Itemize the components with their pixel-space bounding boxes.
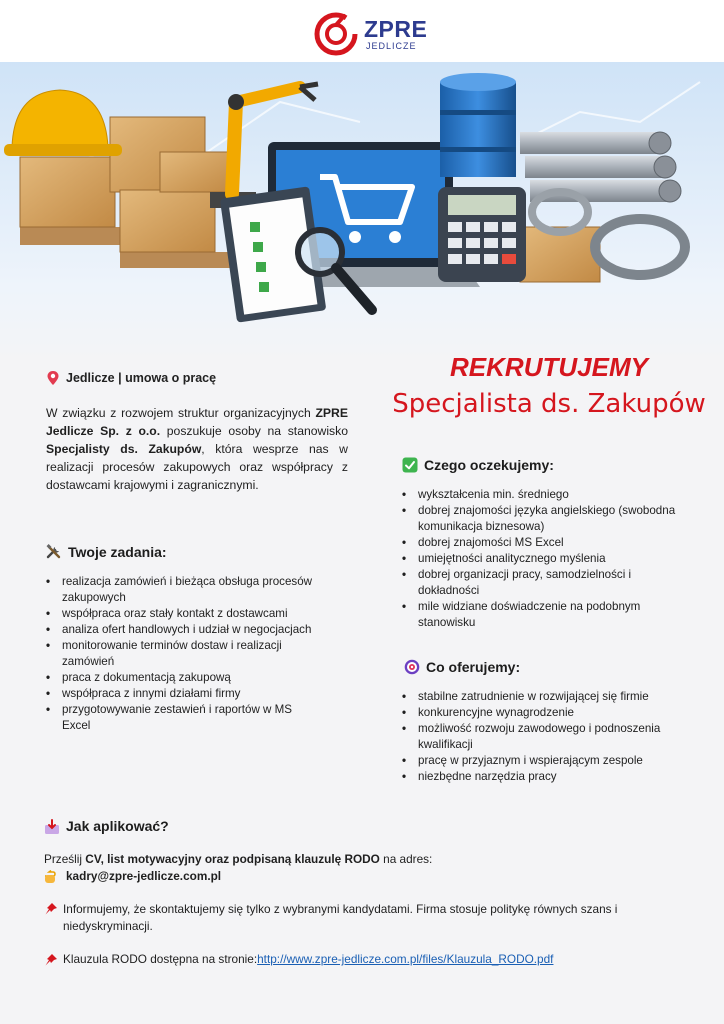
- tools-icon: [46, 544, 62, 560]
- list-item: • stabilne zatrudnienie w rozwijającej się firmie: [402, 689, 692, 705]
- expect-heading: [402, 457, 710, 473]
- list-item: • analiza ofert handlowych i udział w negocjacjach: [46, 622, 316, 638]
- offer-list: [402, 689, 692, 785]
- location: [46, 370, 348, 386]
- list-item: • konkurencyjne wynagrodzenie: [402, 705, 692, 721]
- note-text: Informujemy, że skontaktujemy się tylko z wybranymi kandydatami. Firma stosuje politykę równych szans i niedyskryminacji.: [63, 902, 618, 933]
- position-name: Specjalisty ds. Zakupów: [46, 442, 202, 456]
- expect-title: Czego oczekujemy:: [424, 457, 554, 473]
- tasks-title: Twoje zadania:: [68, 544, 167, 560]
- pin-icon: [46, 370, 60, 386]
- apply-documents: CV, list motywacyjny oraz podpisaną klauzulę RODO: [85, 852, 380, 866]
- barrel-icon: [440, 73, 516, 177]
- hero-illustration: [0, 62, 724, 362]
- headline-title: REKRUTUJEMY: [450, 352, 648, 382]
- headline-position: Specjalista ds. Zakupów: [392, 389, 706, 419]
- pointing-hand-icon: [44, 870, 60, 884]
- list-item: • monitorowanie terminów dostaw i realizacji zamówień: [46, 638, 316, 670]
- rodo-row: [44, 951, 684, 968]
- list-item: • przygotowywanie zestawień i raportów w MS Excel: [46, 702, 316, 734]
- check-icon: [402, 457, 418, 473]
- apply-section: [44, 818, 684, 968]
- list-item: • niezbędne narzędzia pracy: [402, 769, 692, 785]
- apply-instructions: [44, 851, 684, 868]
- list-item: • dobrej organizacji pracy, samodzielności i dokładności: [402, 567, 692, 599]
- list-item: • mile widziane doświadczenie na podobnym stanowisku: [402, 599, 692, 631]
- right-column: [388, 352, 710, 785]
- offer-heading: [404, 659, 710, 675]
- list-item: • wykształcenia min. średniego: [402, 487, 692, 503]
- logo-name: ZPRE: [364, 16, 428, 42]
- apply-heading: [44, 818, 684, 835]
- apply-text-prefix: Prześlij: [44, 852, 86, 866]
- list-item: • realizacja zamówień i bieżąca obsługa procesów zakupowych: [46, 574, 316, 606]
- company-name: ZPRE Jedlicze Sp. z o.o.: [46, 406, 348, 438]
- list-item: • pracę w przyjaznym i wspierającym zespole: [402, 753, 692, 769]
- zpre-logo-icon: [314, 12, 358, 56]
- location-text: Jedlicze | umowa o pracę: [66, 371, 217, 385]
- pushpin-icon: [44, 953, 58, 967]
- note-row: [44, 901, 684, 935]
- pushpin-icon: [44, 902, 58, 916]
- tasks-list: [46, 574, 316, 734]
- calculator-icon: [438, 187, 526, 282]
- logo: [314, 12, 427, 56]
- list-item: • współpraca z innymi działami firmy: [46, 686, 316, 702]
- offer-title: Co oferujemy:: [426, 659, 521, 675]
- list-item: • możliwość rozwoju zawodowego i podnoszenia kwalifikacji: [402, 721, 692, 753]
- intro-paragraph: [46, 404, 348, 494]
- list-item: • współpraca oraz stały kontakt z dostawcami: [46, 606, 316, 622]
- rodo-prefix: Klauzula RODO dostępna na stronie:: [63, 952, 258, 966]
- logo-subtitle: JEDLICZE: [366, 41, 417, 51]
- list-item: • dobrej znajomości MS Excel: [402, 535, 692, 551]
- intro-text-1: W związku z rozwojem struktur organizacyjnych: [46, 406, 311, 420]
- apply-text-suffix: na adres:: [379, 852, 433, 866]
- tasks-heading: [46, 544, 348, 560]
- expect-list: [402, 487, 692, 631]
- inbox-icon: [44, 819, 60, 835]
- intro-text-3: , która wesprze nas w realizacji procesów zakupowych oraz współpracy z dostawcami krajowymi i zagranicznymi.: [46, 442, 348, 492]
- apply-title: Jak aplikować?: [66, 818, 169, 834]
- intro-text-2: poszukuje osoby na stanowisko: [160, 424, 349, 438]
- left-column: [46, 370, 348, 734]
- email-row: [44, 868, 684, 885]
- list-item: • praca z dokumentacją zakupową: [46, 670, 316, 686]
- target-icon: [404, 659, 420, 675]
- rodo-link[interactable]: http://www.zpre-jedlicze.com.pl/files/Klauzula_RODO.pdf: [257, 952, 554, 966]
- list-item: • dobrej znajomości języka angielskiego (swobodna komunikacja biznesowa): [402, 503, 692, 535]
- list-item: • umiejętności analitycznego myślenia: [402, 551, 692, 567]
- email-address[interactable]: kadry@zpre-jedlicze.com.pl: [66, 869, 222, 883]
- header: [0, 0, 724, 63]
